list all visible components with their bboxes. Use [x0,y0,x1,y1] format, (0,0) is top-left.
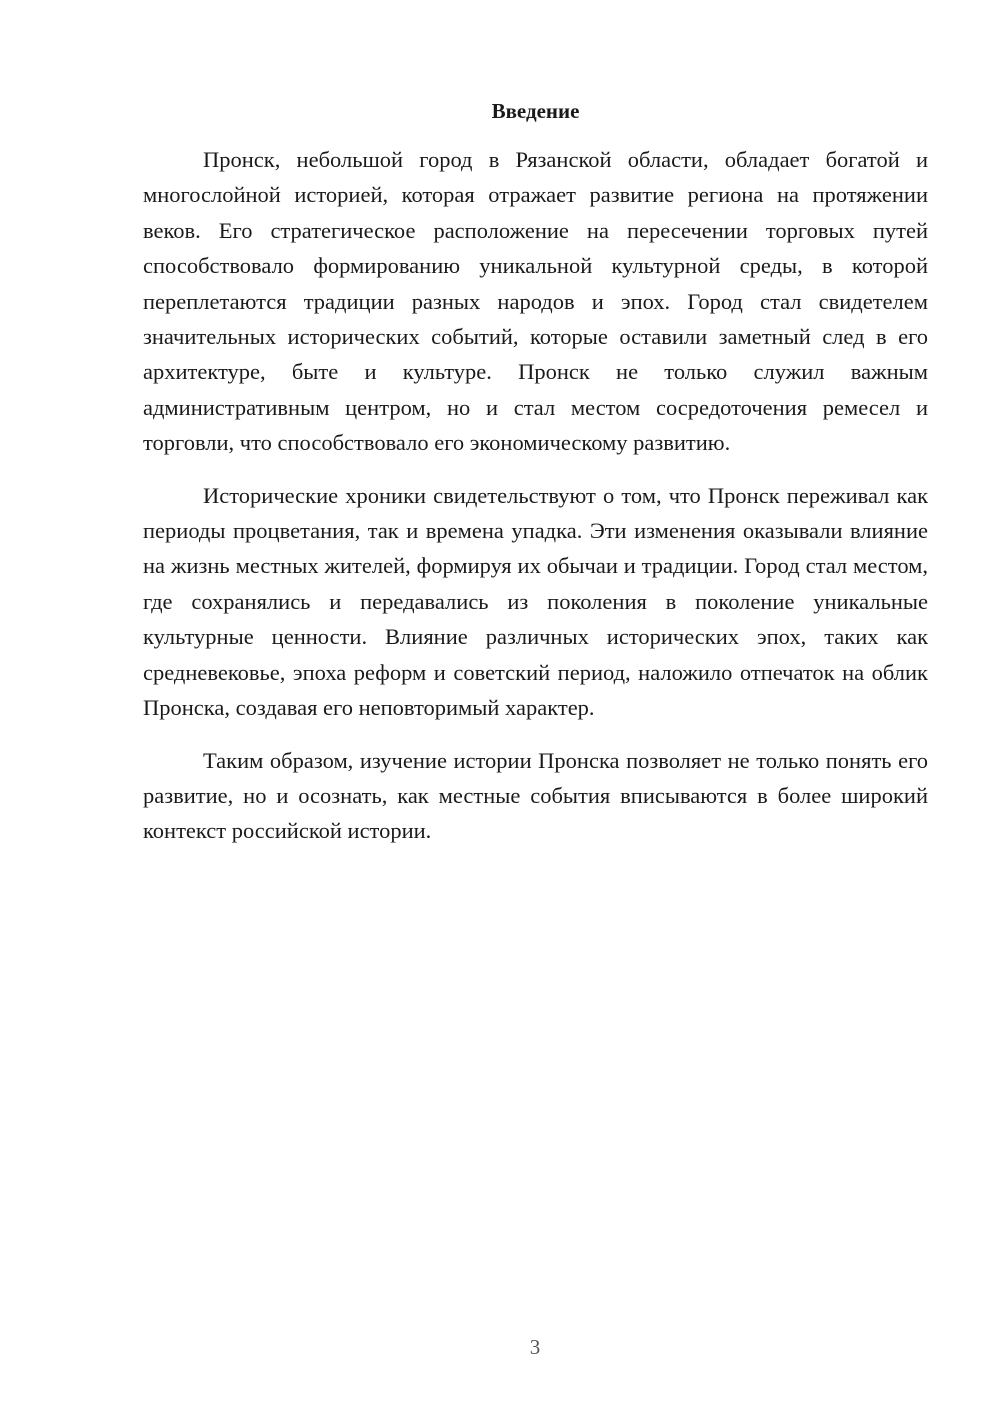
paragraph-2: Исторические хроники свидетельствуют о том, что Пронск переживал как периоды процветания, так и времена упадка. Эти изменения оказывали влияние на жизнь местных жителей, формируя их обычаи и традиции. Город стал местом, где сохранялись и передавались из поколения в поколение уникальные культурные ценности. Влияние различных исторических эпох, таких как средневековье, эпоха реформ и советский период, наложило отпечаток на облик Пронска, создавая его неповторимый характер. [143,482,928,721]
paragraph-3: Таким образом, изучение истории Пронска позволяет не только понять его развитие, но и осознать, как местные события вписываются в более широкий контекст российской истории. [143,747,928,844]
body-text [143,142,928,866]
page-number: 3 [529,1335,541,1359]
paragraph-1: Пронск, небольшой город в Рязанской области, обладает богатой и многослойной историей, которая отражает развитие региона на протяжении веков. Его стратегическое расположение на пересечении торговых путей способствовало формированию уникальной культурной среды, в которой переплетаются традиции разных народов и эпох. Город стал свидетелем значительных исторических событий, которые оставили заметный след в его архитектуре, быте и культуре. Пронск не только служил важным административным центром, но и стал местом сосредоточения ремесел и торговли, что способствовало его экономическому развитию. [143,147,928,456]
page-title: Введение [491,99,580,123]
